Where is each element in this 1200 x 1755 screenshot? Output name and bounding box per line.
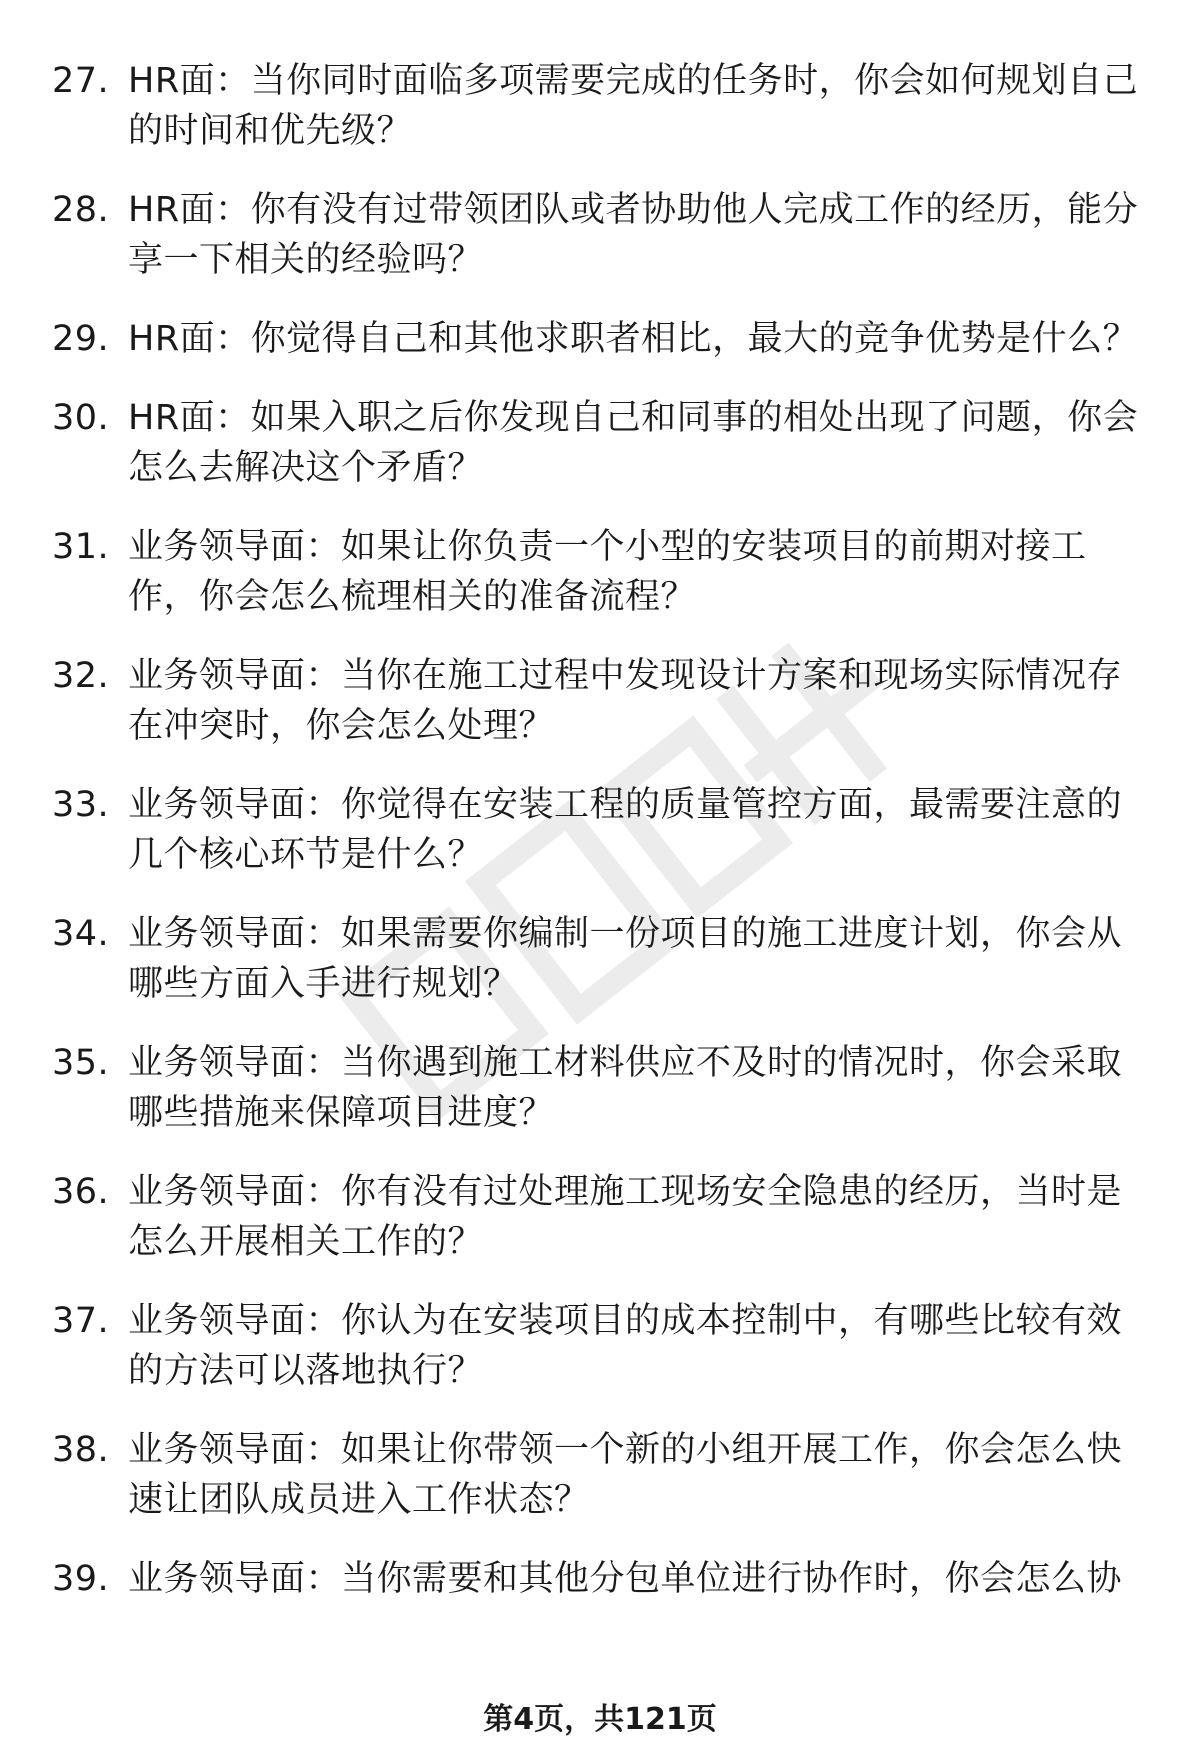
- list-item: [52, 393, 1152, 493]
- list-item: [52, 1167, 1152, 1267]
- list-item: [52, 1038, 1152, 1138]
- question-number: 33.: [52, 785, 110, 825]
- question-text: 业务领导面：你有没有过处理施工现场安全隐患的经历，当时是怎么开展相关工作的？: [128, 1172, 1123, 1262]
- question-text: 业务领导面：你觉得在安装工程的质量管控方面，最需要注意的几个核心环节是什么？: [128, 785, 1123, 875]
- question-number: 27.: [52, 61, 110, 101]
- question-number: 37.: [52, 1301, 110, 1341]
- question-text: 业务领导面：如果让你带领一个新的小组开展工作，你会怎么快速让团队成员进入工作状态？: [128, 1430, 1123, 1520]
- question-number: 36.: [52, 1172, 110, 1212]
- question-number: 35.: [52, 1043, 110, 1083]
- question-number: 30.: [52, 398, 110, 438]
- question-number: 38.: [52, 1430, 110, 1470]
- question-text: 业务领导面：如果需要你编制一份项目的施工进度计划，你会从哪些方面入手进行规划？: [128, 914, 1123, 1004]
- question-list: [52, 56, 1152, 1633]
- list-item: [52, 56, 1152, 156]
- list-item: [52, 651, 1152, 751]
- question-number: 32.: [52, 656, 110, 696]
- question-text: HR面：你觉得自己和其他求职者相比，最大的竞争优势是什么？: [128, 319, 1139, 359]
- question-text: 业务领导面：当你遇到施工材料供应不及时的情况时，你会采取哪些措施来保障项目进度？: [128, 1043, 1123, 1133]
- question-number: 34.: [52, 914, 110, 954]
- list-item: [52, 185, 1152, 285]
- list-item: [52, 780, 1152, 880]
- question-text: 业务领导面：你认为在安装项目的成本控制中，有哪些比较有效的方法可以落地执行？: [128, 1301, 1123, 1391]
- question-text: HR面：你有没有过带领团队或者协助他人完成工作的经历，能分享一下相关的经验吗？: [128, 190, 1139, 280]
- question-number: 31.: [52, 527, 110, 567]
- list-item: [52, 522, 1152, 622]
- list-item: [52, 314, 1152, 364]
- question-text: 业务领导面：当你在施工过程中发现设计方案和现场实际情况存在冲突时，你会怎么处理？: [128, 656, 1123, 746]
- question-text: 业务领导面：当你需要和其他分包单位进行协作时，你会怎么协: [128, 1559, 1123, 1599]
- question-text: 业务领导面：如果让你负责一个小型的安装项目的前期对接工作，你会怎么梳理相关的准备流程？: [128, 527, 1087, 617]
- question-number: 29.: [52, 319, 110, 359]
- page-footer: 第4页，共121页: [483, 1702, 717, 1737]
- list-item: [52, 909, 1152, 1009]
- list-item: [52, 1425, 1152, 1525]
- question-number: 28.: [52, 190, 110, 230]
- question-text: HR面：当你同时面临多项需要完成的任务时，你会如何规划自己的时间和优先级？: [128, 61, 1139, 151]
- question-text: HR面：如果入职之后你发现自己和同事的相处出现了问题，你会怎么去解决这个矛盾？: [128, 398, 1139, 488]
- list-item: [52, 1554, 1152, 1604]
- list-item: [52, 1296, 1152, 1396]
- question-number: 39.: [52, 1559, 110, 1599]
